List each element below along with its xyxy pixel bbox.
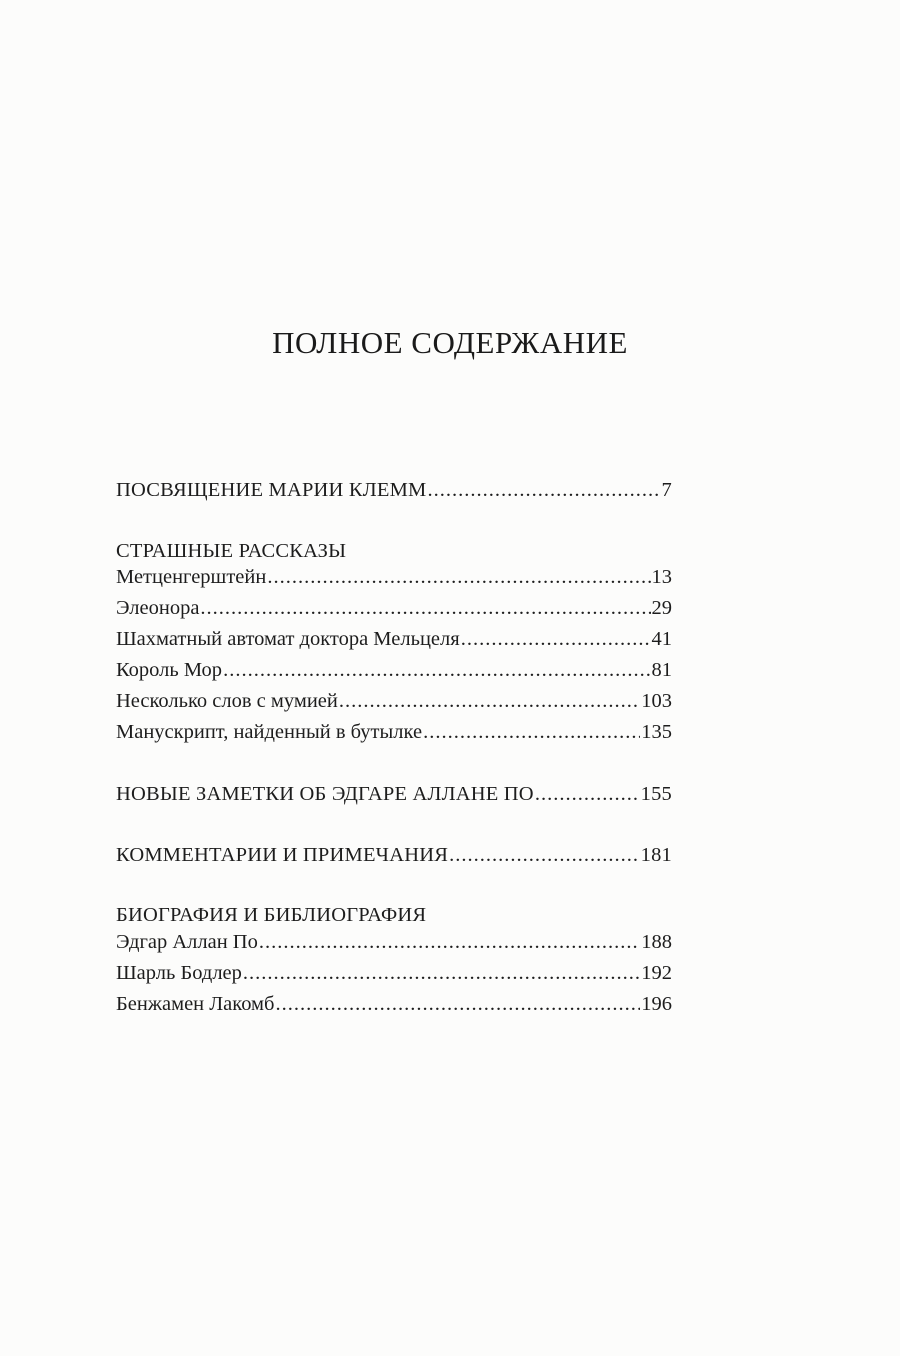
toc-entry-label: НОВЫЕ ЗАМЕТКИ ОБ ЭДГАРЕ АЛЛАНЕ ПО [116, 783, 534, 805]
toc-entry-tale[interactable] [116, 655, 672, 685]
dot-leader [259, 927, 640, 957]
dot-leader [339, 686, 640, 716]
toc-entry-bio[interactable] [116, 989, 672, 1019]
dot-leader [449, 840, 640, 870]
toc-entry-page: 135 [641, 721, 672, 743]
toc-entry-page: 13 [651, 566, 672, 588]
dot-leader [267, 562, 650, 592]
toc-entry-label: Шарль Бодлер [116, 962, 242, 984]
toc-entry-page: 188 [641, 931, 672, 953]
toc-entry-page: 81 [651, 659, 672, 681]
toc-entry-new-notes[interactable] [116, 779, 672, 809]
toc-entry-label: Несколько слов с мумией [116, 690, 338, 712]
dot-leader [223, 655, 650, 685]
toc-entry-tale[interactable] [116, 562, 672, 592]
toc-entry-label: Король Мор [116, 659, 223, 681]
page-title: ПОЛНОЕ СОДЕРЖАНИЕ [272, 325, 628, 360]
toc-entry-page: 181 [640, 844, 672, 866]
toc-entry-tale[interactable] [116, 624, 672, 654]
dot-leader [423, 717, 640, 747]
toc-entry-bio[interactable] [116, 958, 672, 988]
dot-leader [243, 958, 640, 988]
toc-entry-page: 29 [651, 597, 672, 619]
toc-entry-comments[interactable] [116, 840, 672, 870]
toc-entry-dedication[interactable] [116, 475, 672, 505]
toc-entry-tale[interactable] [116, 717, 672, 747]
toc-entry-page: 155 [640, 783, 672, 805]
dot-leader [461, 624, 651, 654]
section-heading-tales: СТРАШНЫЕ РАССКАЗЫ [116, 540, 347, 562]
toc-entry-label: Манускрипт, найденный в бутылке [116, 721, 423, 743]
toc-entry-page: 196 [641, 993, 672, 1015]
section-heading-bio: БИОГРАФИЯ И БИБЛИОГРАФИЯ [116, 904, 427, 926]
toc-entry-label: Бенжамен Лакомб [116, 993, 275, 1015]
toc-entry-page: 192 [641, 962, 672, 984]
toc-entry-bio[interactable] [116, 927, 672, 957]
toc-entry-tale[interactable] [116, 593, 672, 623]
toc-entry-label: Метценгерштейн [116, 566, 267, 588]
toc-entry-tale[interactable] [116, 686, 672, 716]
toc-entry-label: Элеонора [116, 597, 200, 619]
toc-entry-page: 103 [641, 690, 672, 712]
toc-entry-label: Эдгар Аллан По [116, 931, 258, 953]
toc-entry-label: КОММЕНТАРИИ И ПРИМЕЧАНИЯ [116, 844, 449, 866]
toc-entry-page: 41 [651, 628, 672, 650]
dot-leader [427, 475, 660, 505]
toc-entry-page: 7 [661, 479, 672, 501]
dot-leader [275, 989, 640, 1019]
toc-entry-label: ПОСВЯЩЕНИЕ МАРИИ КЛЕММ [116, 479, 427, 501]
toc-entry-label: Шахматный автомат доктора Мельцеля [116, 628, 460, 650]
dot-leader [535, 779, 640, 809]
dot-leader [200, 593, 650, 623]
